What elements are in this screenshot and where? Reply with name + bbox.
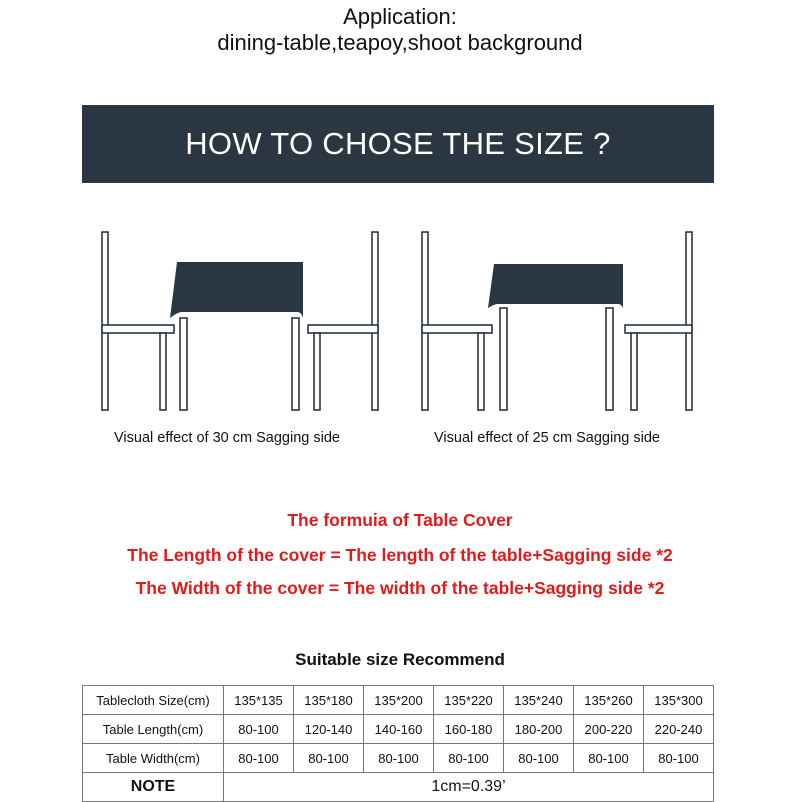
- table-row-note: [83, 773, 714, 802]
- row-header: Table Width(cm): [83, 744, 224, 773]
- table-cell: 80-100: [364, 744, 434, 773]
- formula-length: The Length of the cover = The length of the table+Sagging side *2: [127, 545, 673, 565]
- table-cell: 80-100: [434, 744, 504, 773]
- table-cell: 135*300: [644, 686, 714, 715]
- right-chair-seat: [625, 325, 692, 333]
- table-cell: 220-240: [644, 715, 714, 744]
- right-chair-back: [686, 232, 692, 410]
- right-chair-leg: [631, 333, 637, 410]
- tablecloth: [170, 262, 303, 318]
- right-chair-seat: [308, 325, 378, 333]
- table-cell: 80-100: [224, 715, 294, 744]
- table-cell: 135*240: [504, 686, 574, 715]
- row-header: Table Length(cm): [83, 715, 224, 744]
- row-header: Tablecloth Size(cm): [83, 686, 224, 715]
- table-row: [83, 744, 714, 773]
- left-chair-leg: [160, 333, 166, 410]
- left-chair-seat: [422, 325, 492, 333]
- table-cell: 135*220: [434, 686, 504, 715]
- formula-width: The Width of the cover = The width of the table+Sagging side *2: [135, 578, 665, 598]
- size-table: [82, 685, 714, 802]
- table-cell: 135*180: [294, 686, 364, 715]
- caption-30cm: Visual effect of 30 cm Sagging side: [114, 430, 340, 446]
- tablecloth: [488, 264, 623, 308]
- table-cell: 80-100: [294, 744, 364, 773]
- table-cell: 200-220: [574, 715, 644, 744]
- size-table-title: Suitable size Recommend: [295, 650, 505, 669]
- right-chair-leg: [314, 333, 320, 410]
- application-text: dining-table,teapoy,shoot background: [217, 30, 583, 55]
- table-leg-left: [500, 308, 507, 410]
- table-illustration-30cm: [100, 228, 420, 413]
- application-title: Application:: [343, 4, 457, 29]
- note-label: NOTE: [83, 773, 224, 802]
- table-cell: 80-100: [224, 744, 294, 773]
- left-chair-leg: [478, 333, 484, 410]
- table-cell: 135*135: [224, 686, 294, 715]
- table-row: [83, 686, 714, 715]
- application-block: [0, 4, 800, 56]
- table-cell: 80-100: [504, 744, 574, 773]
- size-banner: [82, 105, 714, 183]
- table-cell: 180-200: [504, 715, 574, 744]
- table-cell: 120-140: [294, 715, 364, 744]
- table-leg-right: [606, 308, 613, 410]
- table-leg-right: [292, 318, 299, 410]
- table-cell: 80-100: [574, 744, 644, 773]
- left-chair-back: [422, 232, 428, 410]
- table-row: [83, 715, 714, 744]
- table-cell: 140-160: [364, 715, 434, 744]
- table-illustration-25cm: [420, 228, 740, 413]
- table-cell: 135*260: [574, 686, 644, 715]
- left-chair-seat: [102, 325, 174, 333]
- formula-title: The formuia of Table Cover: [287, 510, 513, 530]
- note-value: 1cm=0.39’: [224, 773, 714, 802]
- table-cell: 135*200: [364, 686, 434, 715]
- table-cell: 80-100: [644, 744, 714, 773]
- caption-25cm: Visual effect of 25 cm Sagging side: [434, 430, 660, 446]
- left-chair-back: [102, 232, 108, 410]
- table-cell: 160-180: [434, 715, 504, 744]
- right-chair-back: [372, 232, 378, 410]
- banner-title: HOW TO CHOSE THE SIZE ?: [185, 126, 611, 161]
- table-leg-left: [180, 318, 187, 410]
